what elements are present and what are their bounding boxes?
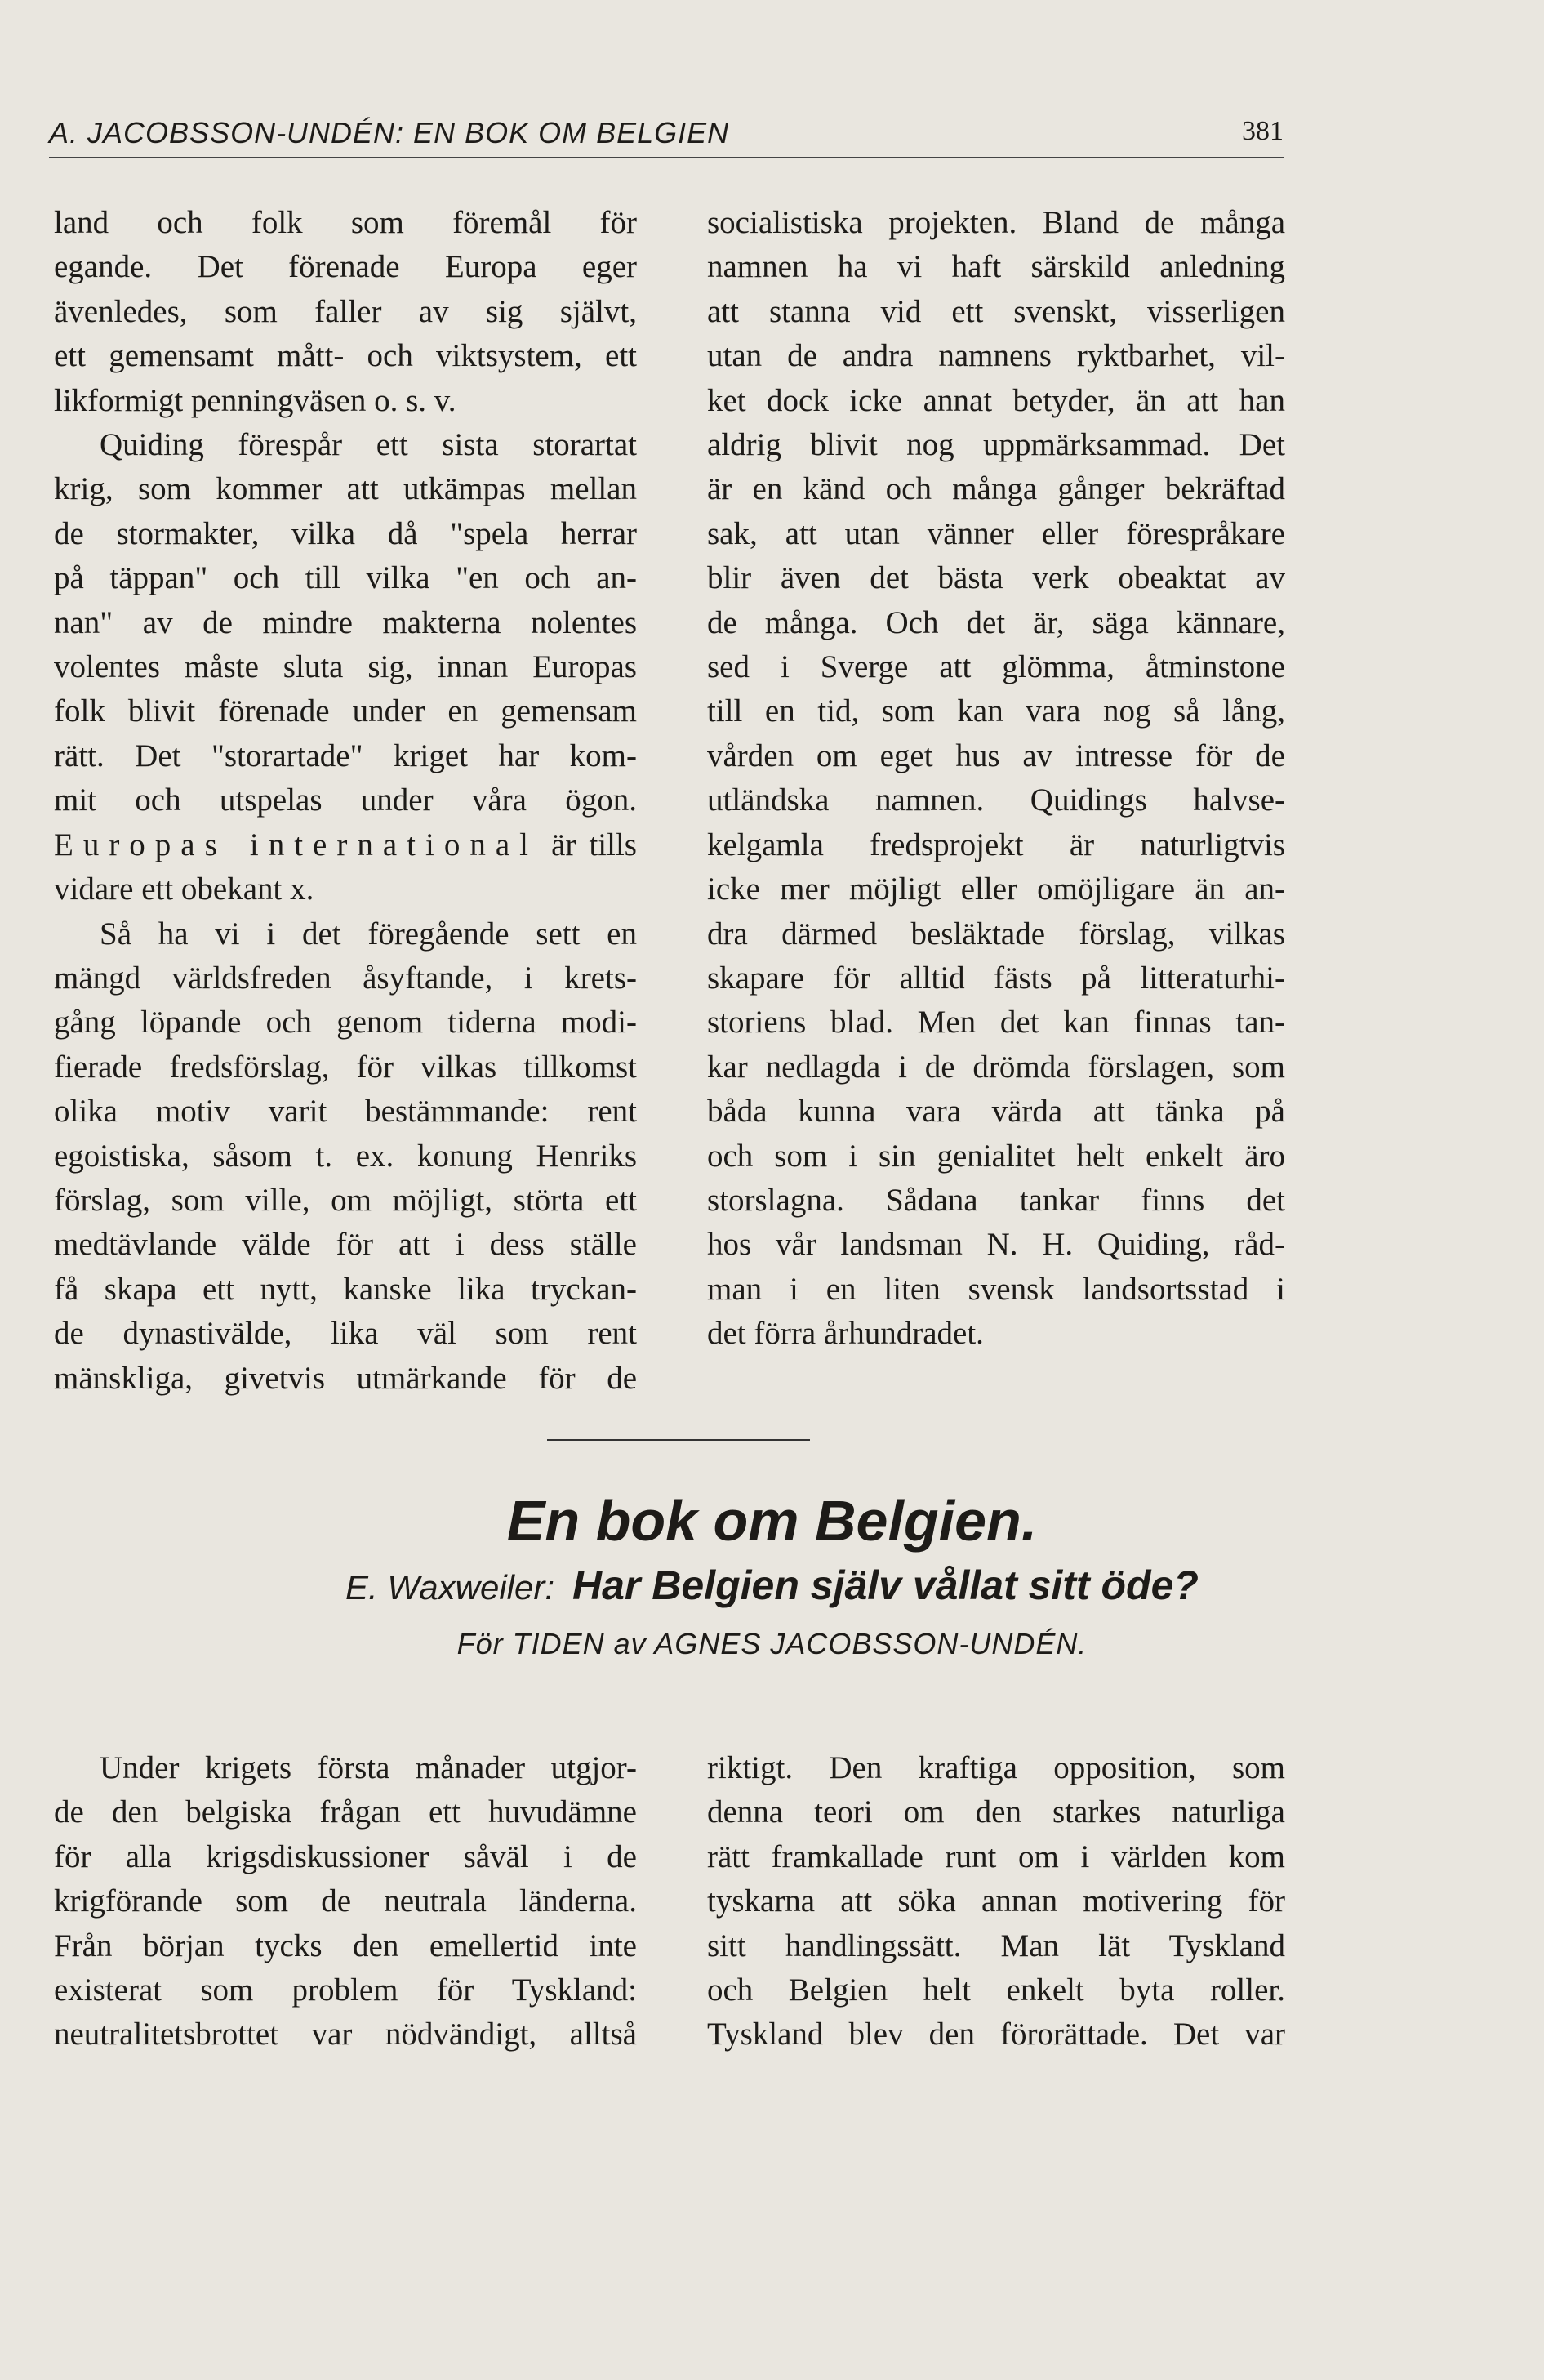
text-line: de den belgiska frågan ett huvudämne xyxy=(54,1794,637,1830)
text-line: tyskarna att söka annan motivering för xyxy=(707,1883,1285,1919)
text-line: fierade fredsförslag, för vilkas tillkomst xyxy=(54,1049,637,1085)
text-line: olika motiv varit bestämmande: rent xyxy=(54,1094,637,1130)
text-line: skapare för alltid fästs på litteraturhi- xyxy=(707,960,1285,996)
text-line: egoistiska, såsom t. ex. konung Henriks xyxy=(54,1138,637,1174)
text-line: socialistiska projekten. Bland de många xyxy=(707,205,1285,240)
reviewed-book-title: Har Belgien själv vållat sitt öde? xyxy=(572,1562,1199,1608)
left-column-top xyxy=(54,201,637,1401)
text-line: Quiding förespår ett sista storartat xyxy=(100,427,637,463)
right-column-bottom xyxy=(707,1746,1285,2057)
text-line: storiens blad. Men det kan finnas tan- xyxy=(707,1005,1285,1041)
text-line-spaced xyxy=(54,823,637,867)
spaced-line-rest: är tills xyxy=(537,827,637,862)
text-line: för alla krigsdiskussioner såväl i de xyxy=(54,1838,637,1874)
text-line: sitt handlingssätt. Man lät Tyskland xyxy=(707,1928,1285,1963)
article-subtitle xyxy=(0,1562,1544,1609)
left-column-bottom xyxy=(54,1746,637,2057)
text-line: de dynastivälde, lika väl som rent xyxy=(54,1316,637,1352)
text-line: förslag, som ville, om möjligt, störta ett xyxy=(54,1182,637,1218)
spaced-emphasis: Europas international xyxy=(54,827,538,862)
text-line: riktigt. Den kraftiga opposition, som xyxy=(707,1750,1285,1785)
text-line: hos vår landsman N. H. Quiding, råd- xyxy=(707,1227,1285,1263)
text-line: rätt. Det "storartade" kriget har kom- xyxy=(54,738,637,773)
text-line: vidare ett obekant x. xyxy=(54,871,314,907)
text-line: är en känd och många gånger bekräftad xyxy=(707,471,1285,507)
text-line: dra därmed besläktade förslag, vilkas xyxy=(707,916,1285,952)
running-head: A. JACOBSSON-UNDÉN: EN BOK OM BELGIEN xyxy=(49,116,730,149)
text-line: man i en liten svensk landsortsstad i xyxy=(707,1271,1285,1307)
text-line: volentes måste sluta sig, innan Europas xyxy=(54,649,637,685)
text-line: storslagna. Sådana tankar finns det xyxy=(707,1182,1285,1218)
text-line: mänskliga, givetvis utmärkande för de xyxy=(54,1360,637,1396)
text-line: till en tid, som kan vara nog så lång, xyxy=(707,693,1285,729)
text-line: rätt framkallade runt om i världen kom xyxy=(707,1838,1285,1874)
article-byline: För TIDEN av AGNES JACOBSSON-UNDÉN. xyxy=(456,1627,1088,1660)
text-line: namnen ha vi haft särskild anledning xyxy=(707,249,1285,285)
text-line: krigförande som de neutrala länderna. xyxy=(54,1883,637,1919)
text-line: Från början tycks den emellertid inte xyxy=(54,1928,637,1963)
text-line: likformigt penningväsen o. s. v. xyxy=(54,382,456,418)
text-line: medtävlande välde för att i dess ställe xyxy=(54,1227,637,1263)
text-line: mit och utspelas under våra ögon. xyxy=(54,782,637,818)
text-line: vården om eget hus av intresse för de xyxy=(707,738,1285,773)
section-divider xyxy=(547,1439,810,1441)
text-line: båda kunna vara värda att tänka på xyxy=(707,1094,1285,1130)
right-column-top xyxy=(707,201,1285,1357)
text-line: Under krigets första månader utgjor- xyxy=(100,1750,637,1785)
text-line: sak, att utan vänner eller förespråkare xyxy=(707,515,1285,551)
text-line: nan" av de mindre makterna nolentes xyxy=(54,604,637,640)
text-line: denna teori om den starkes naturliga xyxy=(707,1794,1285,1830)
text-line: folk blivit förenade under en gemensam xyxy=(54,693,637,729)
text-line: Tyskland blev den förorättade. Det var xyxy=(707,2017,1285,2052)
reviewed-author: E. Waxweiler: xyxy=(345,1568,555,1607)
text-line: Så ha vi i det föregående sett en xyxy=(100,916,637,952)
text-line: sed i Sverge att glömma, åtminstone xyxy=(707,649,1285,685)
text-line: blir även det bästa verk obeaktat av xyxy=(707,560,1285,596)
text-line: aldrig blivit nog uppmärksammad. Det xyxy=(707,427,1285,463)
text-line: de stormakter, vilka då "spela herrar xyxy=(54,515,637,551)
text-line: utan de andra namnens ryktbarhet, vil- xyxy=(707,338,1285,374)
text-line: egande. Det förenade Europa eger xyxy=(54,249,637,285)
text-line: det förra århundradet. xyxy=(707,1316,984,1352)
text-line: ett gemensamt mått- och viktsystem, ett xyxy=(54,338,637,374)
text-line: de många. Och det är, säga kännare, xyxy=(707,604,1285,640)
text-line: att stanna vid ett svenskt, visserligen xyxy=(707,293,1285,329)
header-rule xyxy=(49,157,1284,158)
text-line: kar nedlagda i de drömda förslagen, som xyxy=(707,1049,1285,1085)
text-line: neutralitetsbrottet var nödvändigt, alltså xyxy=(54,2017,637,2052)
text-line: och Belgien helt enkelt byta roller. xyxy=(707,1972,1285,2008)
text-line: kelgamla fredsprojekt är naturligtvis xyxy=(707,827,1285,862)
text-line: gång löpande och genom tiderna modi- xyxy=(54,1005,637,1041)
text-line: mängd världsfreden åsyftande, i krets- xyxy=(54,960,637,996)
text-line: land och folk som föremål för xyxy=(54,205,637,240)
article-title: En bok om Belgien. xyxy=(506,1489,1038,1553)
text-line: ket dock icke annat betyder, än att han xyxy=(707,382,1285,418)
text-line: få skapa ett nytt, kanske lika tryckan- xyxy=(54,1271,637,1307)
text-line: icke mer möjligt eller omöjligare än an- xyxy=(707,871,1285,907)
text-line: på täppan" och till vilka "en och an- xyxy=(54,560,637,596)
text-line: och som i sin genialitet helt enkelt äro xyxy=(707,1138,1285,1174)
text-line: utländska namnen. Quidings halvse- xyxy=(707,782,1285,818)
text-line: existerat som problem för Tyskland: xyxy=(54,1972,637,2008)
text-line: krig, som kommer att utkämpas mellan xyxy=(54,471,637,507)
page-number: 381 xyxy=(1242,116,1284,146)
text-line: ävenledes, som faller av sig självt, xyxy=(54,293,637,329)
